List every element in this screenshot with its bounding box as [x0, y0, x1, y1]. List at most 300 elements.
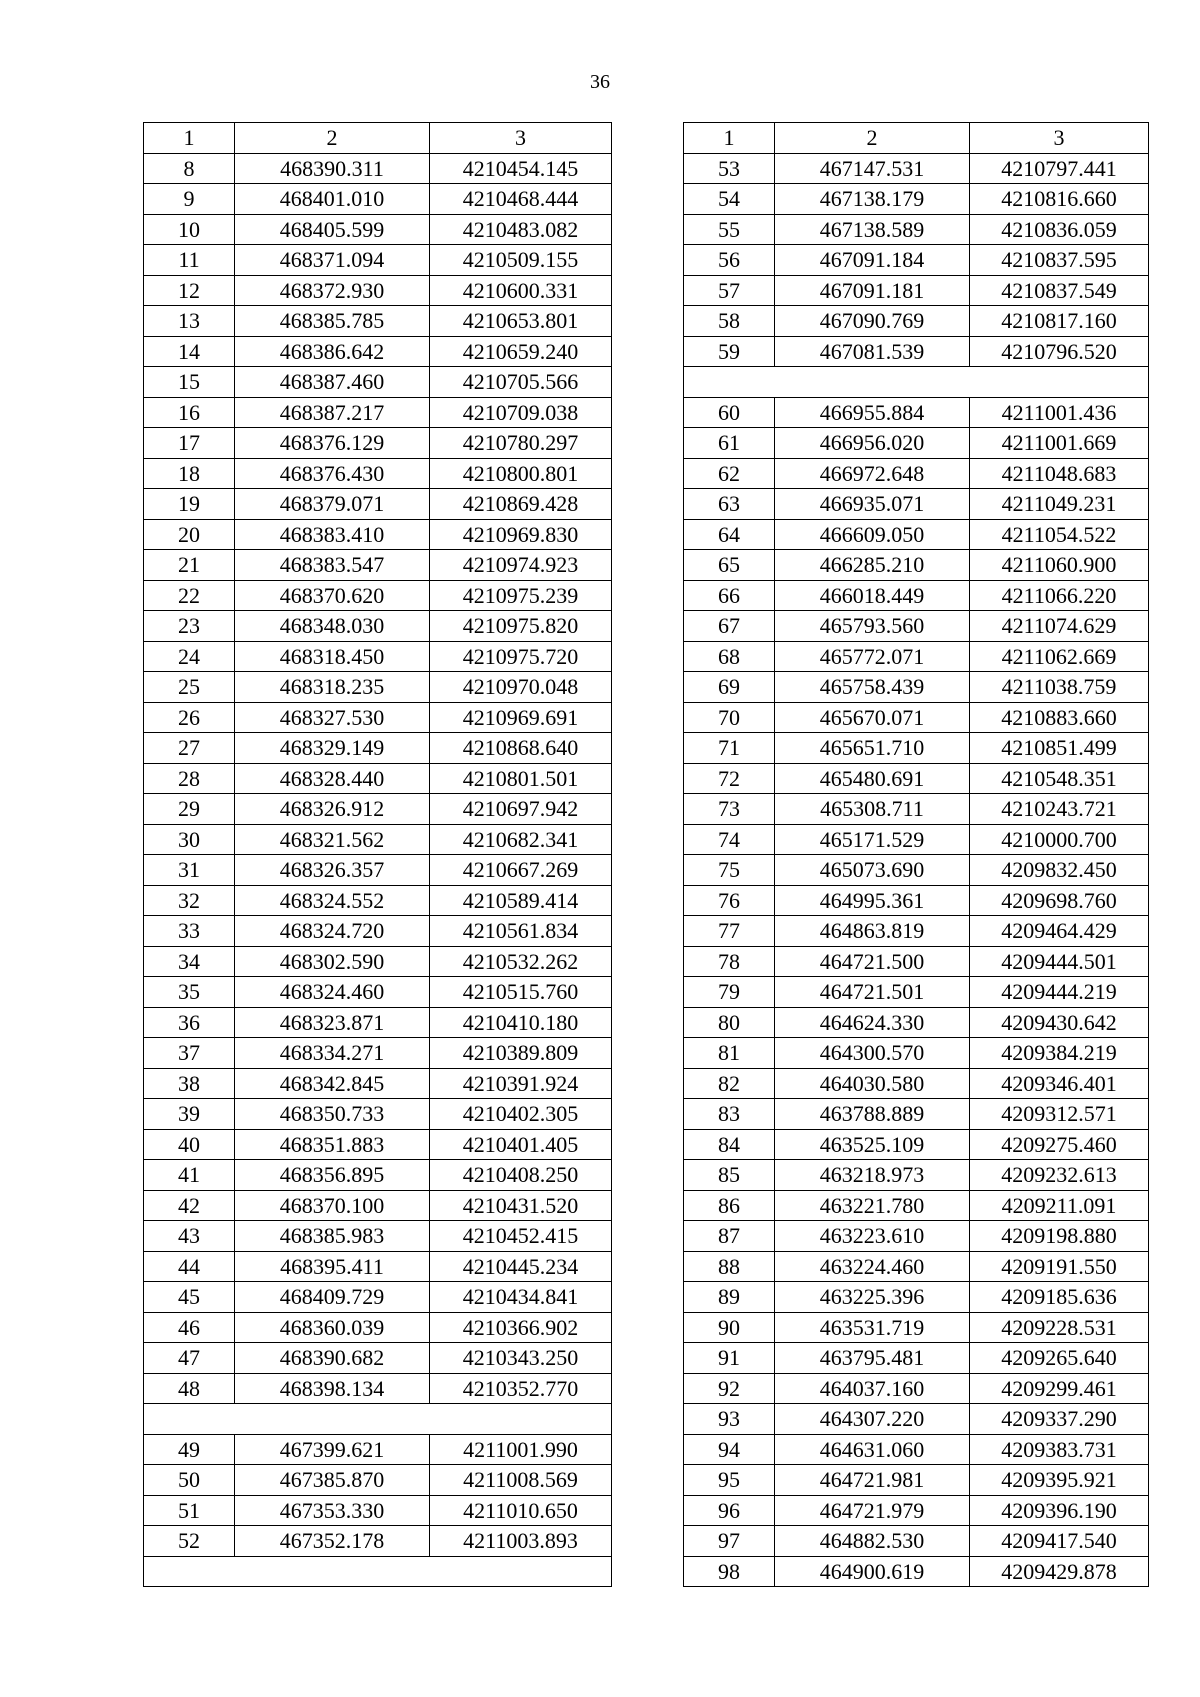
- y-coordinate-cell: 4209228.531: [970, 1312, 1149, 1343]
- table-row: [144, 336, 612, 367]
- table-row: [684, 916, 1149, 947]
- y-coordinate-cell: 4211074.629: [970, 611, 1149, 642]
- y-coordinate-cell: 4210797.441: [970, 153, 1149, 184]
- x-coordinate-cell: 468324.460: [235, 977, 430, 1008]
- y-coordinate-cell: 4210402.305: [430, 1099, 612, 1130]
- point-number-cell: 87: [684, 1221, 775, 1252]
- y-coordinate-cell: 4210705.566: [430, 367, 612, 398]
- table-row: [684, 1221, 1149, 1252]
- x-coordinate-cell: 468334.271: [235, 1038, 430, 1069]
- table-row: [684, 397, 1149, 428]
- column-header: 2: [235, 123, 430, 154]
- table-row: [144, 214, 612, 245]
- point-number-cell: 27: [144, 733, 235, 764]
- y-coordinate-cell: 4209429.878: [970, 1556, 1149, 1587]
- table-row: [144, 702, 612, 733]
- point-number-cell: 35: [144, 977, 235, 1008]
- table-row: [684, 184, 1149, 215]
- table-row: [684, 1282, 1149, 1313]
- x-coordinate-cell: 465793.560: [775, 611, 970, 642]
- table-row: [684, 489, 1149, 520]
- table-row: [684, 428, 1149, 459]
- point-number-cell: 39: [144, 1099, 235, 1130]
- table-row: [144, 1343, 612, 1374]
- table-row: [144, 855, 612, 886]
- point-number-cell: 69: [684, 672, 775, 703]
- y-coordinate-cell: 4210801.501: [430, 763, 612, 794]
- table-row: [684, 1556, 1149, 1587]
- x-coordinate-cell: 468342.845: [235, 1068, 430, 1099]
- x-coordinate-cell: 467147.531: [775, 153, 970, 184]
- table-row: [684, 1007, 1149, 1038]
- table-row: [684, 702, 1149, 733]
- table-row: [144, 1221, 612, 1252]
- x-coordinate-cell: 468326.912: [235, 794, 430, 825]
- point-number-cell: 91: [684, 1343, 775, 1374]
- y-coordinate-cell: 4210975.720: [430, 641, 612, 672]
- table-row: [144, 275, 612, 306]
- table-row: [144, 428, 612, 459]
- y-coordinate-cell: 4210408.250: [430, 1160, 612, 1191]
- point-number-cell: 89: [684, 1282, 775, 1313]
- x-coordinate-cell: 466935.071: [775, 489, 970, 520]
- x-coordinate-cell: 464631.060: [775, 1434, 970, 1465]
- point-number-cell: 28: [144, 763, 235, 794]
- y-coordinate-cell: 4210969.691: [430, 702, 612, 733]
- table-row: [144, 1007, 612, 1038]
- y-coordinate-cell: 4210445.234: [430, 1251, 612, 1282]
- point-number-cell: 92: [684, 1373, 775, 1404]
- y-coordinate-cell: 4210389.809: [430, 1038, 612, 1069]
- point-number-cell: 63: [684, 489, 775, 520]
- point-number-cell: 83: [684, 1099, 775, 1130]
- y-coordinate-cell: 4210697.942: [430, 794, 612, 825]
- x-coordinate-cell: 468405.599: [235, 214, 430, 245]
- table-row: [684, 550, 1149, 581]
- y-coordinate-cell: 4210883.660: [970, 702, 1149, 733]
- table-row: [684, 641, 1149, 672]
- y-coordinate-cell: 4211038.759: [970, 672, 1149, 703]
- y-coordinate-cell: 4210410.180: [430, 1007, 612, 1038]
- y-coordinate-cell: 4209337.290: [970, 1404, 1149, 1435]
- x-coordinate-cell: 468383.410: [235, 519, 430, 550]
- y-coordinate-cell: 4209299.461: [970, 1373, 1149, 1404]
- point-number-cell: 86: [684, 1190, 775, 1221]
- table-row: [144, 733, 612, 764]
- x-coordinate-cell: 468326.357: [235, 855, 430, 886]
- point-number-cell: 88: [684, 1251, 775, 1282]
- y-coordinate-cell: 4210975.820: [430, 611, 612, 642]
- point-number-cell: 62: [684, 458, 775, 489]
- table-row: [684, 977, 1149, 1008]
- point-number-cell: 29: [144, 794, 235, 825]
- y-coordinate-cell: 4210836.059: [970, 214, 1149, 245]
- y-coordinate-cell: 4209384.219: [970, 1038, 1149, 1069]
- x-coordinate-cell: 466955.884: [775, 397, 970, 428]
- x-coordinate-cell: 466956.020: [775, 428, 970, 459]
- table-row: [684, 1404, 1149, 1435]
- table-row: [684, 1495, 1149, 1526]
- x-coordinate-cell: 468383.547: [235, 550, 430, 581]
- point-number-cell: 23: [144, 611, 235, 642]
- table-row: [144, 1251, 612, 1282]
- y-coordinate-cell: 4210483.082: [430, 214, 612, 245]
- y-coordinate-cell: 4210796.520: [970, 336, 1149, 367]
- y-coordinate-cell: 4210431.520: [430, 1190, 612, 1221]
- point-number-cell: 75: [684, 855, 775, 886]
- table-row: [144, 489, 612, 520]
- x-coordinate-cell: 467385.870: [235, 1465, 430, 1496]
- table-row: [144, 184, 612, 215]
- table-separator-row: [144, 1556, 612, 1587]
- point-number-cell: 38: [144, 1068, 235, 1099]
- x-coordinate-cell: 464037.160: [775, 1373, 970, 1404]
- x-coordinate-cell: 468376.129: [235, 428, 430, 459]
- x-coordinate-cell: 468328.440: [235, 763, 430, 794]
- y-coordinate-cell: 4209265.640: [970, 1343, 1149, 1374]
- x-coordinate-cell: 468302.590: [235, 946, 430, 977]
- table-row: [144, 977, 612, 1008]
- x-coordinate-cell: 464030.580: [775, 1068, 970, 1099]
- x-coordinate-cell: 467352.178: [235, 1526, 430, 1557]
- point-number-cell: 68: [684, 641, 775, 672]
- x-coordinate-cell: 467091.181: [775, 275, 970, 306]
- x-coordinate-cell: 465670.071: [775, 702, 970, 733]
- table-row: [144, 1099, 612, 1130]
- coordinates-table-left: [143, 122, 612, 1587]
- y-coordinate-cell: 4210366.902: [430, 1312, 612, 1343]
- point-number-cell: 37: [144, 1038, 235, 1069]
- y-coordinate-cell: 4210709.038: [430, 397, 612, 428]
- table-row: [144, 1068, 612, 1099]
- x-coordinate-cell: 468395.411: [235, 1251, 430, 1282]
- x-coordinate-cell: 468398.134: [235, 1373, 430, 1404]
- point-number-cell: 12: [144, 275, 235, 306]
- x-coordinate-cell: 468370.620: [235, 580, 430, 611]
- x-coordinate-cell: 467353.330: [235, 1495, 430, 1526]
- y-coordinate-cell: 4211001.669: [970, 428, 1149, 459]
- x-coordinate-cell: 468385.983: [235, 1221, 430, 1252]
- table-row: [144, 885, 612, 916]
- y-coordinate-cell: 4211003.893: [430, 1526, 612, 1557]
- point-number-cell: 90: [684, 1312, 775, 1343]
- table-row: [144, 916, 612, 947]
- y-coordinate-cell: 4209275.460: [970, 1129, 1149, 1160]
- x-coordinate-cell: 464307.220: [775, 1404, 970, 1435]
- point-number-cell: 33: [144, 916, 235, 947]
- x-coordinate-cell: 467090.769: [775, 306, 970, 337]
- point-number-cell: 72: [684, 763, 775, 794]
- x-coordinate-cell: 468356.895: [235, 1160, 430, 1191]
- y-coordinate-cell: 4210974.923: [430, 550, 612, 581]
- x-coordinate-cell: 463525.109: [775, 1129, 970, 1160]
- y-coordinate-cell: 4210816.660: [970, 184, 1149, 215]
- column-header: 3: [970, 123, 1149, 154]
- y-coordinate-cell: 4210515.760: [430, 977, 612, 1008]
- table-row: [684, 275, 1149, 306]
- x-coordinate-cell: 468323.871: [235, 1007, 430, 1038]
- point-number-cell: 13: [144, 306, 235, 337]
- y-coordinate-cell: 4210970.048: [430, 672, 612, 703]
- table-row: [684, 580, 1149, 611]
- table-row: [684, 1465, 1149, 1496]
- y-coordinate-cell: 4210817.160: [970, 306, 1149, 337]
- y-coordinate-cell: 4209444.501: [970, 946, 1149, 977]
- point-number-cell: 81: [684, 1038, 775, 1069]
- table-row: [684, 1343, 1149, 1374]
- column-header: 1: [684, 123, 775, 154]
- y-coordinate-cell: 4210548.351: [970, 763, 1149, 794]
- point-number-cell: 73: [684, 794, 775, 825]
- point-number-cell: 77: [684, 916, 775, 947]
- y-coordinate-cell: 4210800.801: [430, 458, 612, 489]
- x-coordinate-cell: 468327.530: [235, 702, 430, 733]
- table-row: [144, 946, 612, 977]
- point-number-cell: 51: [144, 1495, 235, 1526]
- y-coordinate-cell: 4210468.444: [430, 184, 612, 215]
- table-row: [144, 1526, 612, 1557]
- point-number-cell: 45: [144, 1282, 235, 1313]
- y-coordinate-cell: 4211008.569: [430, 1465, 612, 1496]
- y-coordinate-cell: 4209198.880: [970, 1221, 1149, 1252]
- y-coordinate-cell: 4211066.220: [970, 580, 1149, 611]
- table-row: [684, 214, 1149, 245]
- table-row: [144, 306, 612, 337]
- y-coordinate-cell: 4209232.613: [970, 1160, 1149, 1191]
- y-coordinate-cell: 4209395.921: [970, 1465, 1149, 1496]
- table-row: [684, 1373, 1149, 1404]
- point-number-cell: 17: [144, 428, 235, 459]
- y-coordinate-cell: 4210352.770: [430, 1373, 612, 1404]
- x-coordinate-cell: 468401.010: [235, 184, 430, 215]
- table-row: [144, 1160, 612, 1191]
- y-coordinate-cell: 4209185.636: [970, 1282, 1149, 1313]
- point-number-cell: 65: [684, 550, 775, 581]
- x-coordinate-cell: 464721.500: [775, 946, 970, 977]
- table-row: [144, 641, 612, 672]
- y-coordinate-cell: 4210653.801: [430, 306, 612, 337]
- y-coordinate-cell: 4210561.834: [430, 916, 612, 947]
- x-coordinate-cell: 466018.449: [775, 580, 970, 611]
- table-row: [144, 397, 612, 428]
- x-coordinate-cell: 468318.450: [235, 641, 430, 672]
- point-number-cell: 82: [684, 1068, 775, 1099]
- point-number-cell: 10: [144, 214, 235, 245]
- x-coordinate-cell: 463795.481: [775, 1343, 970, 1374]
- y-coordinate-cell: 4209396.190: [970, 1495, 1149, 1526]
- y-coordinate-cell: 4211060.900: [970, 550, 1149, 581]
- point-number-cell: 30: [144, 824, 235, 855]
- table-row: [684, 855, 1149, 886]
- x-coordinate-cell: 465308.711: [775, 794, 970, 825]
- x-coordinate-cell: 465772.071: [775, 641, 970, 672]
- point-number-cell: 93: [684, 1404, 775, 1435]
- point-number-cell: 47: [144, 1343, 235, 1374]
- y-coordinate-cell: 4209383.731: [970, 1434, 1149, 1465]
- point-number-cell: 42: [144, 1190, 235, 1221]
- table-row: [684, 794, 1149, 825]
- y-coordinate-cell: 4211062.669: [970, 641, 1149, 672]
- table-row: [684, 1526, 1149, 1557]
- point-number-cell: 95: [684, 1465, 775, 1496]
- y-coordinate-cell: 4210343.250: [430, 1343, 612, 1374]
- y-coordinate-cell: 4210780.297: [430, 428, 612, 459]
- point-number-cell: 84: [684, 1129, 775, 1160]
- point-number-cell: 55: [684, 214, 775, 245]
- y-coordinate-cell: 4210243.721: [970, 794, 1149, 825]
- table-row: [684, 946, 1149, 977]
- point-number-cell: 78: [684, 946, 775, 977]
- x-coordinate-cell: 466972.648: [775, 458, 970, 489]
- y-coordinate-cell: 4210434.841: [430, 1282, 612, 1313]
- point-number-cell: 24: [144, 641, 235, 672]
- x-coordinate-cell: 468321.562: [235, 824, 430, 855]
- table-row: [684, 458, 1149, 489]
- table-separator-row: [144, 1404, 612, 1435]
- y-coordinate-cell: 4211054.522: [970, 519, 1149, 550]
- point-number-cell: 71: [684, 733, 775, 764]
- coordinates-table-right: [683, 122, 1149, 1587]
- table-row: [684, 1251, 1149, 1282]
- x-coordinate-cell: 465758.439: [775, 672, 970, 703]
- point-number-cell: 26: [144, 702, 235, 733]
- point-number-cell: 67: [684, 611, 775, 642]
- x-coordinate-cell: 468348.030: [235, 611, 430, 642]
- point-number-cell: 25: [144, 672, 235, 703]
- x-coordinate-cell: 468324.552: [235, 885, 430, 916]
- table-row: [144, 1312, 612, 1343]
- point-number-cell: 52: [144, 1526, 235, 1557]
- point-number-cell: 50: [144, 1465, 235, 1496]
- point-number-cell: 15: [144, 367, 235, 398]
- table-row: [684, 306, 1149, 337]
- table-row: [144, 1282, 612, 1313]
- table-row: [144, 367, 612, 398]
- point-number-cell: 70: [684, 702, 775, 733]
- x-coordinate-cell: 463224.460: [775, 1251, 970, 1282]
- point-number-cell: 19: [144, 489, 235, 520]
- x-coordinate-cell: 463788.889: [775, 1099, 970, 1130]
- point-number-cell: 49: [144, 1434, 235, 1465]
- table-row: [684, 763, 1149, 794]
- y-coordinate-cell: 4209430.642: [970, 1007, 1149, 1038]
- y-coordinate-cell: 4210452.415: [430, 1221, 612, 1252]
- page-number: 36: [590, 71, 610, 93]
- table-row: [144, 763, 612, 794]
- table-row: [144, 458, 612, 489]
- table-row: [144, 1190, 612, 1221]
- point-number-cell: 80: [684, 1007, 775, 1038]
- separator-cell: [684, 367, 1149, 398]
- table-row: [144, 519, 612, 550]
- table-row: [144, 672, 612, 703]
- x-coordinate-cell: 468390.311: [235, 153, 430, 184]
- point-number-cell: 43: [144, 1221, 235, 1252]
- y-coordinate-cell: 4209312.571: [970, 1099, 1149, 1130]
- x-coordinate-cell: 467138.179: [775, 184, 970, 215]
- table-row: [144, 1495, 612, 1526]
- x-coordinate-cell: 468372.930: [235, 275, 430, 306]
- x-coordinate-cell: 463225.396: [775, 1282, 970, 1313]
- y-coordinate-cell: 4209211.091: [970, 1190, 1149, 1221]
- table-row: [684, 1160, 1149, 1191]
- point-number-cell: 46: [144, 1312, 235, 1343]
- table-row: [144, 1129, 612, 1160]
- y-coordinate-cell: 4210589.414: [430, 885, 612, 916]
- table-row: [684, 1038, 1149, 1069]
- table-row: [684, 733, 1149, 764]
- point-number-cell: 18: [144, 458, 235, 489]
- x-coordinate-cell: 468386.642: [235, 336, 430, 367]
- table-row: [144, 1434, 612, 1465]
- x-coordinate-cell: 463218.973: [775, 1160, 970, 1191]
- table-row: [684, 672, 1149, 703]
- x-coordinate-cell: 464995.361: [775, 885, 970, 916]
- x-coordinate-cell: 467081.539: [775, 336, 970, 367]
- y-coordinate-cell: 4210868.640: [430, 733, 612, 764]
- table-row: [684, 1129, 1149, 1160]
- x-coordinate-cell: 467091.184: [775, 245, 970, 276]
- y-coordinate-cell: 4210837.595: [970, 245, 1149, 276]
- point-number-cell: 20: [144, 519, 235, 550]
- point-number-cell: 61: [684, 428, 775, 459]
- table-row: [684, 336, 1149, 367]
- x-coordinate-cell: 464721.501: [775, 977, 970, 1008]
- point-number-cell: 79: [684, 977, 775, 1008]
- x-coordinate-cell: 468379.071: [235, 489, 430, 520]
- y-coordinate-cell: 4209444.219: [970, 977, 1149, 1008]
- point-number-cell: 54: [684, 184, 775, 215]
- table-row: [684, 885, 1149, 916]
- y-coordinate-cell: 4210401.405: [430, 1129, 612, 1160]
- point-number-cell: 8: [144, 153, 235, 184]
- table-row: [144, 1373, 612, 1404]
- point-number-cell: 56: [684, 245, 775, 276]
- table-header-row: [684, 123, 1149, 154]
- y-coordinate-cell: 4210975.239: [430, 580, 612, 611]
- x-coordinate-cell: 468385.785: [235, 306, 430, 337]
- point-number-cell: 34: [144, 946, 235, 977]
- point-number-cell: 53: [684, 153, 775, 184]
- point-number-cell: 9: [144, 184, 235, 215]
- point-number-cell: 94: [684, 1434, 775, 1465]
- y-coordinate-cell: 4209346.401: [970, 1068, 1149, 1099]
- y-coordinate-cell: 4211010.650: [430, 1495, 612, 1526]
- y-coordinate-cell: 4210969.830: [430, 519, 612, 550]
- x-coordinate-cell: 464721.979: [775, 1495, 970, 1526]
- x-coordinate-cell: 464882.530: [775, 1526, 970, 1557]
- x-coordinate-cell: 464900.619: [775, 1556, 970, 1587]
- y-coordinate-cell: 4210667.269: [430, 855, 612, 886]
- y-coordinate-cell: 4210659.240: [430, 336, 612, 367]
- y-coordinate-cell: 4211001.436: [970, 397, 1149, 428]
- point-number-cell: 59: [684, 336, 775, 367]
- column-header: 2: [775, 123, 970, 154]
- x-coordinate-cell: 465171.529: [775, 824, 970, 855]
- table-row: [684, 1434, 1149, 1465]
- table-row: [144, 153, 612, 184]
- x-coordinate-cell: 468318.235: [235, 672, 430, 703]
- x-coordinate-cell: 465073.690: [775, 855, 970, 886]
- y-coordinate-cell: 4210600.331: [430, 275, 612, 306]
- y-coordinate-cell: 4210851.499: [970, 733, 1149, 764]
- y-coordinate-cell: 4211048.683: [970, 458, 1149, 489]
- table-row: [144, 824, 612, 855]
- x-coordinate-cell: 466285.210: [775, 550, 970, 581]
- table-row: [144, 580, 612, 611]
- x-coordinate-cell: 463223.610: [775, 1221, 970, 1252]
- y-coordinate-cell: 4211049.231: [970, 489, 1149, 520]
